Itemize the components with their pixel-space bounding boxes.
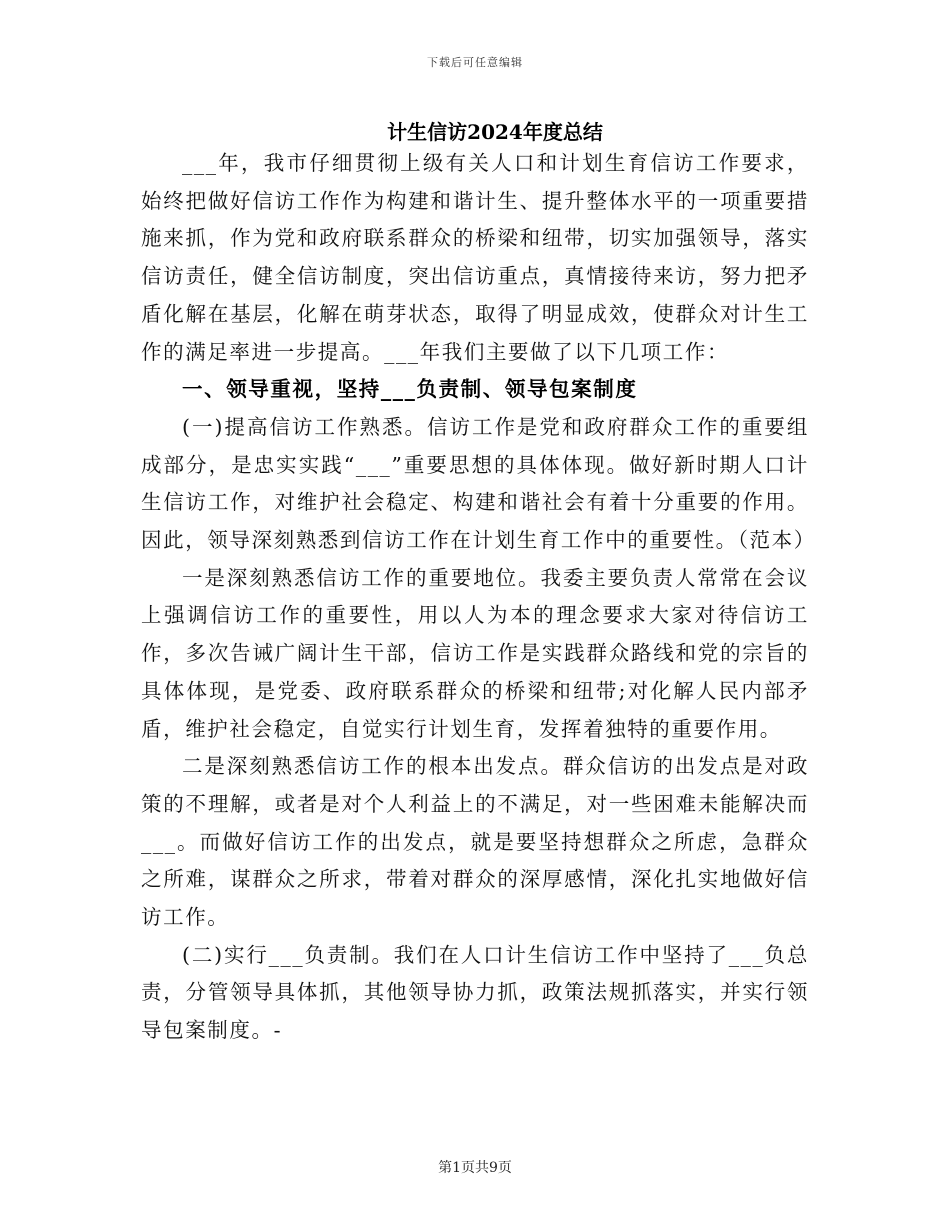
document-title: 计生信访2024年度总结 — [387, 120, 603, 144]
section-heading: 一、领导重视，坚持___负责制、领导包案制度 — [182, 377, 638, 402]
body-paragraph: (一)提高信访工作熟悉。信访工作是党和政府群众工作的重要组成部分，是忠实实践“___”重要思想的具体体现。做好新时期人口计生信访工作，对维护社会稳定、构建和谐社会有着十分重要的作用。因此，领导深刻熟悉到信访工作在计划生育工作中的重要性。（范本） — [141, 414, 816, 553]
body-paragraph: (二)实行___负责制。我们在人口计生信访工作中坚持了___负总责，分管领导具体抓，其他领导协力抓，政策法规抓落实，并实行领导包案制度。- — [141, 942, 809, 1043]
body-paragraph: 一是深刻熟悉信访工作的重要地位。我委主要负责人常常在会议上强调信访工作的重要性，用以人为本的理念要求大家对待信访工作，多次告诫广阔计生干部，信访工作是实践群众路线和党的宗旨的具体体现，是党委、政府联系群众的桥梁和纽带;对化解人民内部矛盾，维护社会稳定，自觉实行计划生育，发挥着独特的重要作用。 — [141, 565, 809, 741]
intro-paragraph: ___年，我市仔细贯彻上级有关人口和计划生育信访工作要求，始终把做好信访工作作为构建和谐计生、提升整体水平的一项重要措施来抓，作为党和政府联系群众的桥梁和纽带，切实加强领导，落实信访责任，健全信访制度，突出信访重点，真情接待来访，努力把矛盾化解在基层，化解在萌芽状态，取得了明显成效，使群众对计生工作的满足率进一步提高。___年我们主要做了以下几项工作： — [141, 151, 809, 364]
document-body — [141, 145, 816, 1050]
header-note: 下载后可任意编辑 — [427, 56, 523, 69]
page-indicator: 第1页共9页 — [438, 1160, 512, 1176]
body-paragraph: 二是深刻熟悉信访工作的根本出发点。群众信访的出发点是对政策的不理解，或者是对个人利益上的不满足，对一些困难未能解决而___。而做好信访工作的出发点，就是要坚持想群众之所虑，急群众之所难，谋群众之所求，带着对群众的深厚感情，深化扎实地做好信访工作。 — [141, 754, 809, 930]
